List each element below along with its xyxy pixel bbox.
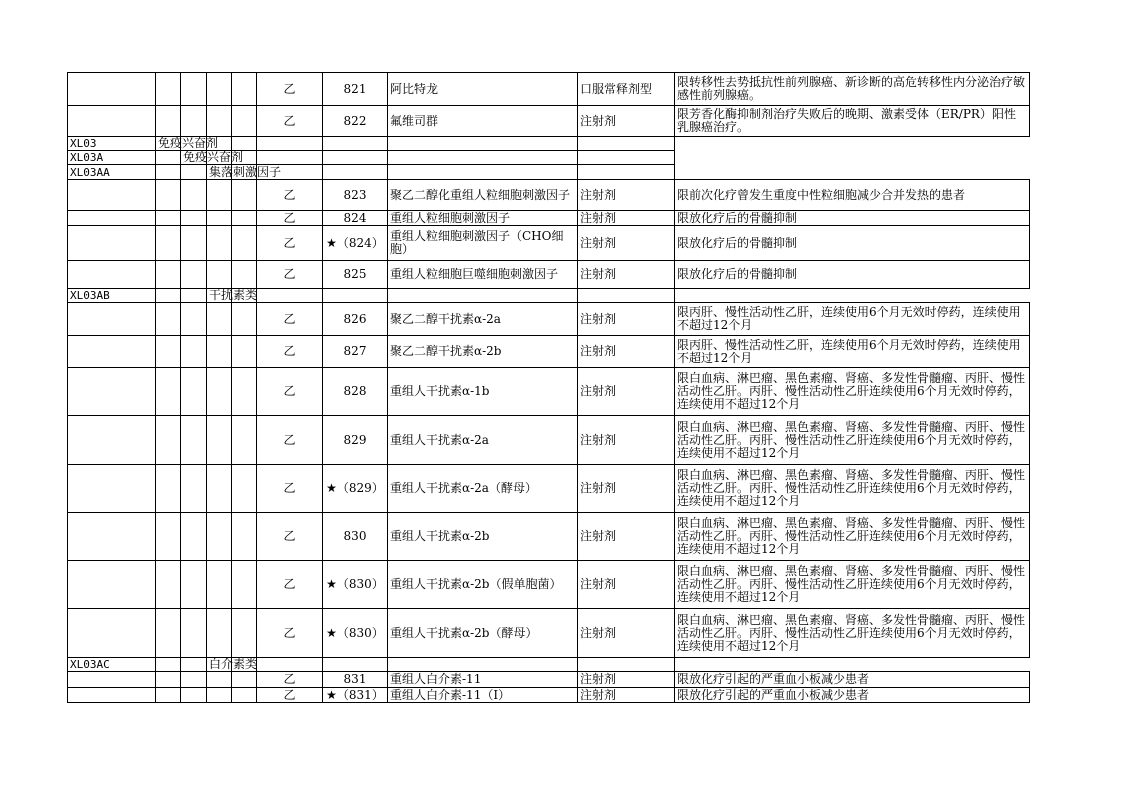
grade-cell: 乙 bbox=[257, 416, 323, 465]
indent-cell bbox=[181, 688, 207, 703]
indent-cell bbox=[207, 368, 232, 416]
remark-cell: 限白血病、淋巴瘤、黑色素瘤、肾癌、多发性骨髓瘤、丙肝、慢性活动性乙肝。丙肝、慢性活动性乙肝连续使用6个月无效时停药，连续使用不超过12个月 bbox=[675, 368, 1030, 416]
indent-cell bbox=[156, 226, 181, 261]
indent-cell bbox=[156, 336, 181, 368]
table-row bbox=[68, 672, 1030, 688]
code-cell bbox=[68, 106, 156, 137]
drug-name: 氟维司群 bbox=[388, 106, 578, 137]
drug-name: 重组人白介素-11 bbox=[388, 672, 578, 688]
category-row bbox=[68, 658, 1030, 672]
indent-cell bbox=[232, 73, 257, 106]
drug-name: 重组人干扰素α-2a（酵母） bbox=[388, 465, 578, 513]
empty-cell bbox=[257, 137, 323, 151]
empty-cell bbox=[578, 151, 675, 165]
dosage-form: 注射剂 bbox=[578, 261, 675, 289]
dosage-form: 注射剂 bbox=[578, 368, 675, 416]
code-cell bbox=[68, 303, 156, 336]
serial-number: ★（829） bbox=[323, 465, 388, 513]
indent-cell bbox=[156, 106, 181, 137]
code-cell bbox=[68, 416, 156, 465]
table-row bbox=[68, 261, 1030, 289]
grade-cell: 乙 bbox=[257, 211, 323, 226]
indent-cell bbox=[232, 561, 257, 609]
category-code: XL03AC bbox=[68, 658, 156, 672]
indent-cell bbox=[181, 658, 207, 672]
remark-cell: 限丙肝、慢性活动性乙肝，连续使用6个月无效时停药，连续使用不超过12个月 bbox=[675, 336, 1030, 368]
code-cell bbox=[68, 672, 156, 688]
indent-cell bbox=[156, 465, 181, 513]
drug-list-table bbox=[67, 72, 1030, 703]
indent-cell bbox=[156, 261, 181, 289]
indent-cell bbox=[181, 465, 207, 513]
drug-name: 聚乙二醇干扰素α-2b bbox=[388, 336, 578, 368]
remark-cell: 限白血病、淋巴瘤、黑色素瘤、肾癌、多发性骨髓瘤、丙肝、慢性活动性乙肝。丙肝、慢性活动性乙肝连续使用6个月无效时停药，连续使用不超过12个月 bbox=[675, 416, 1030, 465]
empty-cell bbox=[257, 658, 323, 672]
indent-cell bbox=[156, 561, 181, 609]
drug-name: 重组人干扰素α-2a bbox=[388, 416, 578, 465]
indent-cell bbox=[207, 672, 232, 688]
indent-cell bbox=[207, 261, 232, 289]
code-cell bbox=[68, 561, 156, 609]
empty-cell bbox=[578, 137, 675, 151]
indent-cell bbox=[232, 465, 257, 513]
category-row bbox=[68, 151, 1030, 165]
code-cell bbox=[68, 465, 156, 513]
drug-name: 重组人干扰素α-2b bbox=[388, 513, 578, 561]
remark-cell: 限丙肝、慢性活动性乙肝，连续使用6个月无效时停药，连续使用不超过12个月 bbox=[675, 303, 1030, 336]
grade-cell: 乙 bbox=[257, 513, 323, 561]
code-cell bbox=[68, 688, 156, 703]
remark-cell: 限白血病、淋巴瘤、黑色素瘤、肾癌、多发性骨髓瘤、丙肝、慢性活动性乙肝。丙肝、慢性活动性乙肝连续使用6个月无效时停药，连续使用不超过12个月 bbox=[675, 609, 1030, 658]
serial-number: 824 bbox=[323, 211, 388, 226]
dosage-form: 注射剂 bbox=[578, 513, 675, 561]
dosage-form: 注射剂 bbox=[578, 609, 675, 658]
table-row bbox=[68, 73, 1030, 106]
indent-cell bbox=[232, 106, 257, 137]
grade-cell: 乙 bbox=[257, 261, 323, 289]
grade-cell: 乙 bbox=[257, 303, 323, 336]
indent-cell bbox=[232, 416, 257, 465]
empty-cell bbox=[323, 165, 388, 180]
indent-cell bbox=[181, 609, 207, 658]
grade-cell: 乙 bbox=[257, 688, 323, 703]
indent-cell bbox=[232, 609, 257, 658]
drug-name: 聚乙二醇干扰素α-2a bbox=[388, 303, 578, 336]
indent-cell bbox=[181, 226, 207, 261]
table-row bbox=[68, 609, 1030, 658]
serial-number: 821 bbox=[323, 73, 388, 106]
serial-number: 827 bbox=[323, 336, 388, 368]
indent-cell bbox=[156, 368, 181, 416]
table-row bbox=[68, 180, 1030, 211]
dosage-form: 注射剂 bbox=[578, 561, 675, 609]
table-row bbox=[68, 106, 1030, 137]
serial-number: 825 bbox=[323, 261, 388, 289]
serial-number: 823 bbox=[323, 180, 388, 211]
category-code: XL03 bbox=[68, 137, 156, 151]
indent-cell bbox=[181, 73, 207, 106]
indent-cell bbox=[181, 261, 207, 289]
indent-cell bbox=[156, 672, 181, 688]
category-row bbox=[68, 165, 1030, 180]
empty-cell bbox=[323, 137, 388, 151]
empty-cell bbox=[323, 289, 388, 303]
serial-number: 831 bbox=[323, 672, 388, 688]
dosage-form: 注射剂 bbox=[578, 180, 675, 211]
empty-cell bbox=[578, 289, 675, 303]
indent-cell bbox=[207, 513, 232, 561]
empty-cell bbox=[323, 658, 388, 672]
serial-number: ★（830） bbox=[323, 561, 388, 609]
drug-name: 重组人粒细胞巨噬细胞刺激因子 bbox=[388, 261, 578, 289]
grade-cell: 乙 bbox=[257, 106, 323, 137]
dosage-form: 注射剂 bbox=[578, 226, 675, 261]
indent-cell bbox=[232, 336, 257, 368]
empty-cell bbox=[388, 658, 578, 672]
indent-cell bbox=[207, 211, 232, 226]
indent-cell bbox=[156, 151, 181, 165]
drug-name: 重组人干扰素α-1b bbox=[388, 368, 578, 416]
indent-cell bbox=[156, 688, 181, 703]
indent-cell bbox=[232, 303, 257, 336]
code-cell bbox=[68, 336, 156, 368]
category-label: 免疫兴奋剂 bbox=[181, 151, 207, 165]
serial-number: 829 bbox=[323, 416, 388, 465]
code-cell bbox=[68, 73, 156, 106]
indent-cell bbox=[181, 180, 207, 211]
drug-name: 重组人白介素-11（Ⅰ） bbox=[388, 688, 578, 703]
indent-cell bbox=[232, 211, 257, 226]
indent-cell bbox=[181, 165, 207, 180]
indent-cell bbox=[207, 416, 232, 465]
indent-cell bbox=[207, 688, 232, 703]
grade-cell: 乙 bbox=[257, 609, 323, 658]
category-label: 干扰素类 bbox=[207, 289, 232, 303]
empty-cell bbox=[388, 289, 578, 303]
code-cell bbox=[68, 211, 156, 226]
indent-cell bbox=[232, 672, 257, 688]
empty-cell bbox=[578, 658, 675, 672]
indent-cell bbox=[207, 180, 232, 211]
grade-cell: 乙 bbox=[257, 368, 323, 416]
indent-cell bbox=[181, 368, 207, 416]
serial-number: ★（824） bbox=[323, 226, 388, 261]
indent-cell bbox=[207, 226, 232, 261]
dosage-form: 注射剂 bbox=[578, 303, 675, 336]
indent-cell bbox=[207, 465, 232, 513]
remark-cell: 限白血病、淋巴瘤、黑色素瘤、肾癌、多发性骨髓瘤、丙肝、慢性活动性乙肝。丙肝、慢性活动性乙肝连续使用6个月无效时停药，连续使用不超过12个月 bbox=[675, 465, 1030, 513]
empty-cell bbox=[257, 151, 323, 165]
indent-cell bbox=[181, 672, 207, 688]
indent-cell bbox=[232, 180, 257, 211]
serial-number: ★（830） bbox=[323, 609, 388, 658]
grade-cell: 乙 bbox=[257, 465, 323, 513]
indent-cell bbox=[207, 106, 232, 137]
indent-cell bbox=[156, 211, 181, 226]
code-cell bbox=[68, 261, 156, 289]
drug-name: 重组人干扰素α-2b（酵母） bbox=[388, 609, 578, 658]
indent-cell bbox=[181, 289, 207, 303]
remark-cell: 限芳香化酶抑制剂治疗失败后的晚期、激素受体（ER/PR）阳性乳腺癌治疗。 bbox=[675, 106, 1030, 137]
indent-cell bbox=[156, 303, 181, 336]
empty-cell bbox=[257, 289, 323, 303]
dosage-form: 注射剂 bbox=[578, 688, 675, 703]
drug-name: 聚乙二醇化重组人粒细胞刺激因子 bbox=[388, 180, 578, 211]
serial-number: 828 bbox=[323, 368, 388, 416]
indent-cell bbox=[156, 289, 181, 303]
drug-name: 重组人干扰素α-2b（假单胞菌） bbox=[388, 561, 578, 609]
remark-cell: 限前次化疗曾发生重度中性粒细胞减少合并发热的患者 bbox=[675, 180, 1030, 211]
empty-cell bbox=[388, 151, 578, 165]
code-cell bbox=[68, 513, 156, 561]
indent-cell bbox=[181, 561, 207, 609]
indent-cell bbox=[156, 609, 181, 658]
grade-cell: 乙 bbox=[257, 73, 323, 106]
empty-cell bbox=[578, 165, 675, 180]
table-row bbox=[68, 336, 1030, 368]
empty-cell bbox=[388, 137, 578, 151]
indent-cell bbox=[156, 513, 181, 561]
code-cell bbox=[68, 226, 156, 261]
dosage-form: 口服常释剂型 bbox=[578, 73, 675, 106]
code-cell bbox=[68, 609, 156, 658]
serial-number: ★（831） bbox=[323, 688, 388, 703]
indent-cell bbox=[207, 609, 232, 658]
indent-cell bbox=[207, 336, 232, 368]
indent-cell bbox=[156, 180, 181, 211]
serial-number: 826 bbox=[323, 303, 388, 336]
grade-cell: 乙 bbox=[257, 226, 323, 261]
serial-number: 822 bbox=[323, 106, 388, 137]
indent-cell bbox=[181, 211, 207, 226]
category-code: XL03A bbox=[68, 151, 156, 165]
dosage-form: 注射剂 bbox=[578, 211, 675, 226]
indent-cell bbox=[232, 226, 257, 261]
indent-cell bbox=[181, 336, 207, 368]
drug-name: 重组人粒细胞刺激因子 bbox=[388, 211, 578, 226]
drug-name: 阿比特龙 bbox=[388, 73, 578, 106]
remark-cell: 限放化疗引起的严重血小板减少患者 bbox=[675, 672, 1030, 688]
category-row bbox=[68, 137, 1030, 151]
indent-cell bbox=[181, 303, 207, 336]
table-row bbox=[68, 465, 1030, 513]
table-row bbox=[68, 688, 1030, 703]
drug-name: 重组人粒细胞刺激因子（CHO细胞） bbox=[388, 226, 578, 261]
indent-cell bbox=[232, 513, 257, 561]
indent-cell bbox=[207, 303, 232, 336]
empty-cell bbox=[323, 151, 388, 165]
remark-cell: 限转移性去势抵抗性前列腺癌、新诊断的高危转移性内分泌治疗敏感性前列腺癌。 bbox=[675, 73, 1030, 106]
dosage-form: 注射剂 bbox=[578, 336, 675, 368]
code-cell bbox=[68, 180, 156, 211]
grade-cell: 乙 bbox=[257, 336, 323, 368]
indent-cell bbox=[207, 561, 232, 609]
indent-cell bbox=[181, 106, 207, 137]
category-code: XL03AB bbox=[68, 289, 156, 303]
dosage-form: 注射剂 bbox=[578, 106, 675, 137]
grade-cell: 乙 bbox=[257, 180, 323, 211]
empty-cell bbox=[388, 165, 578, 180]
remark-cell: 限白血病、淋巴瘤、黑色素瘤、肾癌、多发性骨髓瘤、丙肝、慢性活动性乙肝。丙肝、慢性活动性乙肝连续使用6个月无效时停药，连续使用不超过12个月 bbox=[675, 561, 1030, 609]
empty-cell bbox=[232, 137, 257, 151]
code-cell bbox=[68, 368, 156, 416]
remark-cell: 限放化疗后的骨髓抑制 bbox=[675, 226, 1030, 261]
table-row bbox=[68, 513, 1030, 561]
table-row bbox=[68, 416, 1030, 465]
category-label: 免疫兴奋剂 bbox=[156, 137, 181, 151]
indent-cell bbox=[232, 688, 257, 703]
category-code: XL03AA bbox=[68, 165, 156, 180]
table-row bbox=[68, 561, 1030, 609]
serial-number: 830 bbox=[323, 513, 388, 561]
remark-cell: 限放化疗引起的严重血小板减少患者 bbox=[675, 688, 1030, 703]
indent-cell bbox=[156, 658, 181, 672]
indent-cell bbox=[181, 416, 207, 465]
indent-cell bbox=[156, 416, 181, 465]
grade-cell: 乙 bbox=[257, 672, 323, 688]
indent-cell bbox=[156, 165, 181, 180]
indent-cell bbox=[156, 73, 181, 106]
indent-cell bbox=[232, 368, 257, 416]
grade-cell: 乙 bbox=[257, 561, 323, 609]
table-row bbox=[68, 226, 1030, 261]
indent-cell bbox=[207, 73, 232, 106]
dosage-form: 注射剂 bbox=[578, 416, 675, 465]
remark-cell: 限放化疗后的骨髓抑制 bbox=[675, 261, 1030, 289]
category-row bbox=[68, 289, 1030, 303]
category-label: 白介素类 bbox=[207, 658, 232, 672]
table-row bbox=[68, 303, 1030, 336]
indent-cell bbox=[232, 261, 257, 289]
remark-cell: 限白血病、淋巴瘤、黑色素瘤、肾癌、多发性骨髓瘤、丙肝、慢性活动性乙肝。丙肝、慢性活动性乙肝连续使用6个月无效时停药，连续使用不超过12个月 bbox=[675, 513, 1030, 561]
table-row bbox=[68, 211, 1030, 226]
category-label: 集落刺激因子 bbox=[207, 165, 232, 180]
remark-cell: 限放化疗后的骨髓抑制 bbox=[675, 211, 1030, 226]
dosage-form: 注射剂 bbox=[578, 465, 675, 513]
table-row bbox=[68, 368, 1030, 416]
indent-cell bbox=[181, 513, 207, 561]
dosage-form: 注射剂 bbox=[578, 672, 675, 688]
